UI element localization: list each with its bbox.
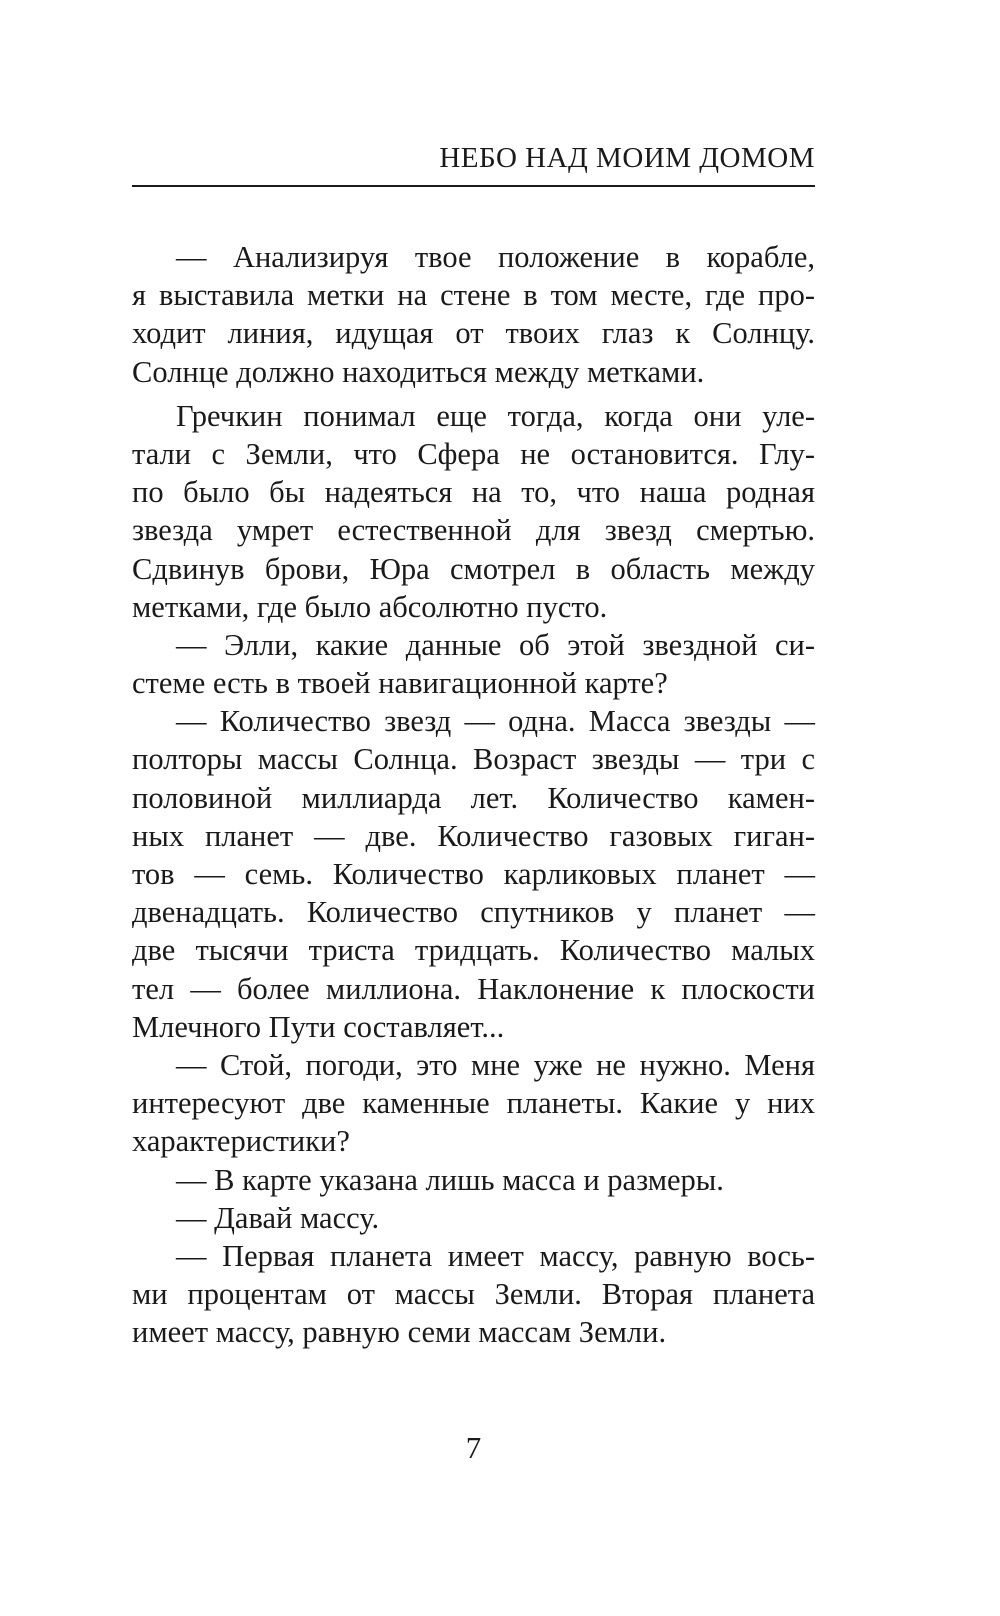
text-line: — Стой, погоди, это мне уже не нужно. Меня [176, 1047, 815, 1082]
text-line: — Количество звезд — одна. Масса звезды — [176, 704, 815, 739]
running-head: НЕБО НАД МОИМ ДОМОМ [439, 142, 815, 174]
text-line: — Давай массу. [176, 1200, 380, 1235]
text-line: имеет массу, равную семи массам Земли. [132, 1315, 667, 1350]
text-line: тел — более миллиона. Наклонение к плоскости [132, 971, 815, 1006]
paragraph [132, 397, 815, 626]
text-line: Гречкин понимал еще тогда, когда они уле- [176, 398, 815, 433]
text-line: по было бы надеяться на то, что наша родная [132, 475, 815, 510]
text-line: ных планет — две. Количество газовых гиган- [132, 818, 815, 853]
text-line: две тысячи триста тридцать. Количество малых [132, 933, 815, 968]
text-line: — В карте указана лишь масса и размеры. [176, 1162, 724, 1197]
paragraph [132, 1199, 815, 1237]
text-line: характеристики? [132, 1124, 350, 1159]
paragraph [132, 1046, 815, 1161]
text-line: — Анализируя твое положение в корабле, [176, 240, 815, 274]
text-line: звезда умрет естественной для звезд смертью. [132, 513, 815, 548]
paragraph [132, 238, 815, 391]
paragraph [132, 1237, 815, 1352]
body-text [132, 238, 815, 1351]
text-line: Млечного Пути составляет... [132, 1009, 505, 1044]
text-line: Солнце должно находиться между метками. [132, 354, 705, 389]
text-line: двенадцать. Количество спутников у планет — [132, 895, 815, 930]
paragraph [132, 1161, 815, 1199]
text-line: ми процентам от массы Земли. Вторая планета [132, 1277, 815, 1312]
text-line: тов — семь. Количество карликовых планет — [132, 857, 815, 891]
text-line: ходит линия, идущая от твоих глаз к Солнцу. [132, 316, 815, 351]
paragraph [132, 626, 815, 702]
paragraph [132, 702, 815, 1046]
text-line: интересуют две каменные планеты. Какие у них [132, 1086, 815, 1121]
text-line: половиной миллиарда лет. Количество камен- [132, 780, 815, 815]
header-rule [132, 185, 815, 187]
text-line: — Первая планета имеет массу, равную вось- [176, 1238, 815, 1273]
text-line: стеме есть в твоей навигационной карте? [132, 666, 668, 701]
text-line: тали с Земли, что Сфера не остановится. Глу- [132, 436, 815, 471]
text-line: метками, где было абсолютно пусто. [132, 589, 608, 624]
text-line: полторы массы Солнца. Возраст звезды — три с [132, 742, 815, 777]
text-line: я выставила метки на стене в том месте, где про- [132, 278, 815, 313]
text-line: Сдвинув брови, Юра смотрел в область между [132, 551, 815, 586]
text-line: — Элли, какие данные об этой звездной си- [176, 627, 815, 662]
page-number: 7 [465, 1430, 482, 1465]
